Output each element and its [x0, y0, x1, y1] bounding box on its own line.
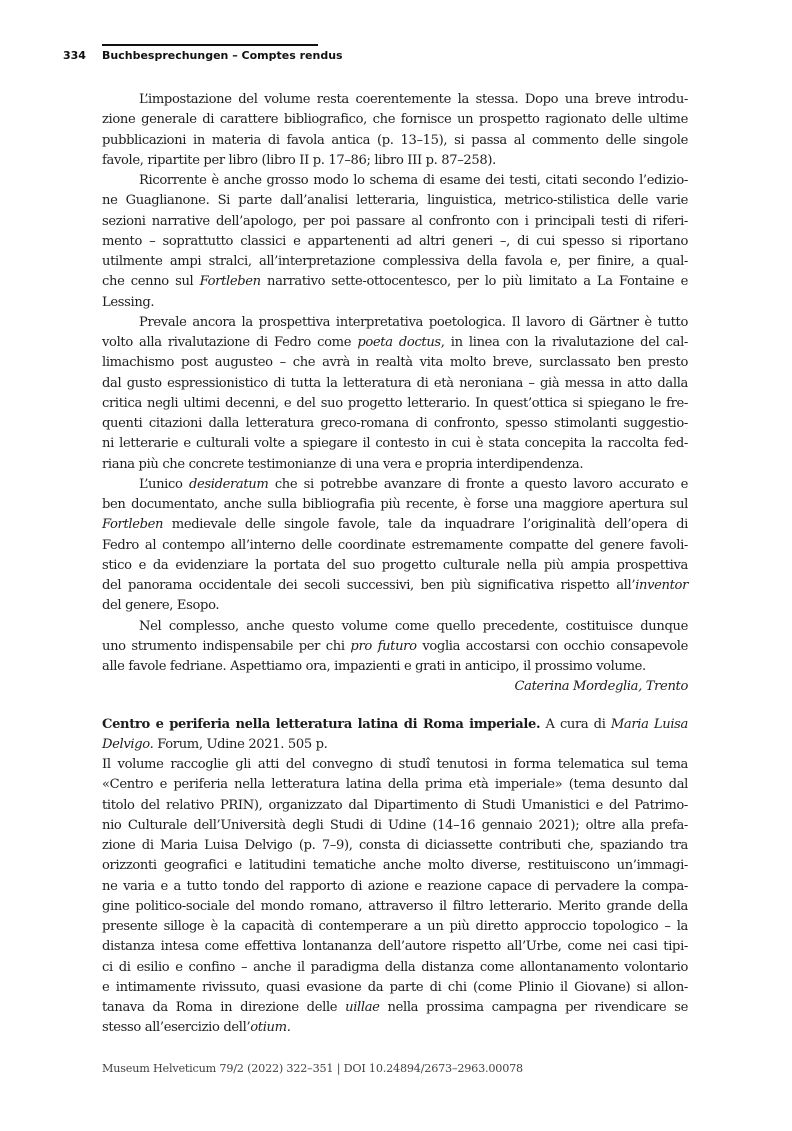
text-segment: voglia accostarsi con occhio consapevole — [416, 638, 688, 654]
text-line — [102, 313, 688, 333]
text-line — [102, 272, 688, 292]
text-line — [102, 576, 688, 596]
footer-citation: Museum Helveticum 79/2 (2022) 322–351 | DOI 10.24894/2673–2963.00078 — [102, 1062, 523, 1075]
text-line — [102, 353, 688, 373]
text-line — [102, 556, 688, 576]
text-line — [102, 232, 688, 252]
italic-text: Maria Luisa — [610, 716, 688, 732]
text-segment: che cenno sul — [102, 274, 200, 290]
text-segment: ni letterarie e culturali volte a spiegare il contesto in cui è stata concepita la raccolta fed- — [102, 436, 688, 452]
text-line — [102, 333, 688, 353]
book-heading-line — [102, 715, 688, 735]
text-line — [102, 657, 688, 677]
header-rule — [102, 44, 318, 46]
text-segment: stico e da evidenziare la portata del suo progetto culturale nella più ampia prospettiva — [102, 557, 688, 573]
text-line — [102, 755, 688, 775]
text-segment: critica negli ultimi decenni, e del suo progetto letterario. In quest’ottica si spiegano le fre- — [102, 395, 688, 411]
text-line — [102, 110, 688, 130]
text-segment: ci di esilio e confino – anche il paradigma della distanza come allontanamento volontario — [102, 959, 688, 975]
text-line — [102, 394, 688, 414]
text-segment: del genere, Esopo. — [102, 598, 220, 614]
page-body — [102, 90, 688, 1039]
italic-text: Fortleben — [102, 517, 164, 533]
text-line — [102, 536, 688, 556]
text-segment: «Centro e periferia nella letteratura latina della prima età imperiale» (tema desunto dal — [102, 777, 688, 793]
text-line — [102, 90, 688, 110]
text-line — [102, 131, 688, 151]
text-line — [102, 252, 688, 272]
text-segment: Lessing. — [102, 294, 155, 310]
italic-text: inventor — [635, 578, 688, 593]
text-line — [102, 836, 688, 856]
text-segment: Forum, Udine 2021. 505 p. — [153, 736, 328, 752]
text-segment: zione di Maria Luisa Delvigo (p. 7–9), consta di diciassette contributi che, spaziando tra — [102, 838, 688, 853]
italic-text: otium. — [250, 1020, 291, 1036]
text-line — [102, 897, 688, 917]
text-segment: , in linea con la rivalutazione del cal- — [440, 335, 688, 350]
section-title: Buchbesprechungen – Comptes rendus — [102, 49, 343, 62]
text-line — [102, 877, 688, 897]
text-line — [102, 958, 688, 978]
text-segment: sezioni narrative dell’apologo, per poi passare al confronto con i principali testi di riferi- — [102, 213, 688, 229]
paragraph — [102, 617, 688, 678]
text-segment: L’unico — [139, 476, 189, 492]
text-segment: mento – soprattutto classici e appartenenti ad altri generi –, di cui spesso si riportano — [102, 233, 688, 249]
text-segment: gine politico-sociale del mondo romano, attraverso il filtro letterario. Merito grande della — [102, 898, 688, 914]
text-line — [102, 816, 688, 836]
text-segment: ne varia e a tutto tondo del rapporto di azione e reazione capace di pervadere la compa- — [102, 878, 688, 894]
italic-text: pro futuro — [350, 638, 417, 654]
text-segment: L’impostazione del volume resta coerentemente la stessa. Dopo una breve introdu- — [139, 92, 688, 107]
text-segment: titolo del relativo PRIN), organizzato dal Dipartimento di Studi Umanistici e del Patrimo- — [102, 797, 688, 813]
paragraph — [102, 313, 688, 475]
text-line — [102, 978, 688, 998]
text-segment: ben documentato, anche sulla bibliografia più recente, è forse una maggiore apertura sul — [102, 497, 688, 512]
text-segment: nio Culturale dell’Università degli Studi di Udine (14–16 gennaio 2021); oltre alla prefa- — [102, 817, 688, 833]
italic-text: poeta doctus — [357, 335, 441, 350]
review-signature: Caterina Mordeglia, Trento — [514, 679, 688, 695]
text-line — [102, 856, 688, 876]
text-line — [102, 917, 688, 937]
text-segment: presente silloge è la capacità di contemperare a un più diretto approccio topologico – la — [102, 919, 688, 934]
italic-text: uillae — [345, 1000, 380, 1015]
text-segment: A cura di — [540, 716, 611, 732]
text-line — [102, 617, 688, 637]
text-segment: Ricorrente è anche grosso modo lo schema di esame dei testi, citati secondo l’edizio- — [139, 173, 688, 188]
page-number: 334 — [63, 49, 86, 62]
text-segment: medievale delle singole favole, tale da inquadrare l’originalità dell’opera di — [163, 517, 688, 533]
review-centro-e-periferia — [102, 715, 688, 1039]
review-caterina-mordeglia — [102, 90, 688, 677]
text-line — [102, 293, 688, 313]
text-line — [102, 151, 688, 171]
text-segment: ne Guaglianone. Si parte dall’analisi letteraria, linguistica, metrico-stilistica delle varie — [102, 193, 688, 209]
text-segment: dal gusto espressionistico di tutta la letteratura di età neroniana – già messa in atto dalla — [102, 375, 688, 391]
text-segment: volto alla rivalutazione di Fedro come — [102, 335, 358, 350]
text-segment: limachismo post augusteo – che avrà in realtà vita molto breve, surclassato ben presto — [102, 355, 688, 371]
text-line — [102, 1018, 688, 1038]
text-segment: alle favole fedriane. Aspettiamo ora, impazienti e grati in anticipo, il prossimo volume. — [102, 659, 646, 674]
text-line — [102, 515, 688, 535]
text-segment: distanza intesa come effettiva lontananza dell’autore rispetto all’Urbe, come nei casi tipi- — [102, 939, 688, 955]
paragraph — [102, 475, 688, 617]
text-line — [102, 796, 688, 816]
paragraph — [102, 90, 688, 171]
text-line — [102, 171, 688, 191]
text-line — [102, 212, 688, 232]
text-segment: orizzonti geografici e latitudini tematiche anche molto diverse, restituiscono un’immagi- — [102, 858, 688, 874]
text-segment: Prevale ancora la prospettiva interpretativa poetologica. Il lavoro di Gärtner è tutto — [139, 314, 688, 330]
text-segment: nella prossima campagna per rivendicare se — [379, 1000, 688, 1015]
text-segment: riana più che concrete testimonianze di una vera e propria interdipendenza. — [102, 456, 584, 472]
text-line — [102, 998, 688, 1018]
text-line — [102, 475, 688, 495]
text-line — [102, 775, 688, 795]
text-line — [102, 191, 688, 211]
bold-title: Centro e periferia nella letteratura latina di Roma imperiale. — [102, 716, 541, 732]
running-header — [63, 49, 343, 62]
text-segment: narrativo sette-ottocentesco, per lo più limitato a La Fontaine e — [260, 274, 688, 290]
text-segment: Nel complesso, anche questo volume come quello precedente, costituisce dunque — [139, 618, 688, 634]
text-segment: zione generale di carattere bibliografico, che fornisce un prospetto ragionato delle ultime — [102, 112, 688, 128]
text-segment: uno strumento indispensabile per chi — [102, 638, 351, 654]
italic-text: Delvigo. — [102, 736, 154, 752]
text-line — [102, 596, 688, 616]
text-segment: che si potrebbe avanzare di fronte a questo lavoro accurato e — [268, 476, 688, 492]
text-line — [102, 495, 688, 515]
text-segment: utilmente ampi stralci, all’interpretazione complessiva della favola e, per finire, a qual- — [102, 254, 688, 269]
text-line — [102, 455, 688, 475]
text-segment: del panorama occidentale dei secoli successivi, ben più significativa rispetto all’ — [102, 578, 636, 593]
text-segment: Il volume raccoglie gli atti del convegno di studî tenutosi in forma telematica sul tema — [102, 757, 688, 772]
text-segment: quenti citazioni dalla letteratura greco-romana di confronto, spesso stimolanti suggestio- — [102, 416, 688, 431]
text-segment: stesso all’esercizio dell’ — [102, 1020, 251, 1036]
text-segment: pubblicazioni in materia di favola antica (p. 13–15), si passa al commento delle singole — [102, 132, 688, 148]
text-segment: tanava da Roma in direzione delle — [102, 1000, 346, 1015]
text-line — [102, 374, 688, 394]
text-segment: favole, ripartite per libro (libro II p. 17–86; libro III p. 87–258). — [102, 152, 496, 168]
text-line — [102, 434, 688, 454]
italic-text: desideratum — [188, 476, 269, 492]
text-line — [102, 637, 688, 657]
paragraph — [102, 171, 688, 313]
text-segment: Fedro al contempo all’interno delle coordinate estremamente compatte del genere favoli- — [102, 537, 688, 553]
text-segment: e intimamente rivissuto, quasi evasione da parte di chi (come Plinio il Giovane) si allon- — [102, 979, 688, 995]
italic-text: Fortleben — [199, 274, 261, 290]
text-line — [102, 937, 688, 957]
book-heading-line — [102, 735, 688, 755]
text-line — [102, 414, 688, 434]
